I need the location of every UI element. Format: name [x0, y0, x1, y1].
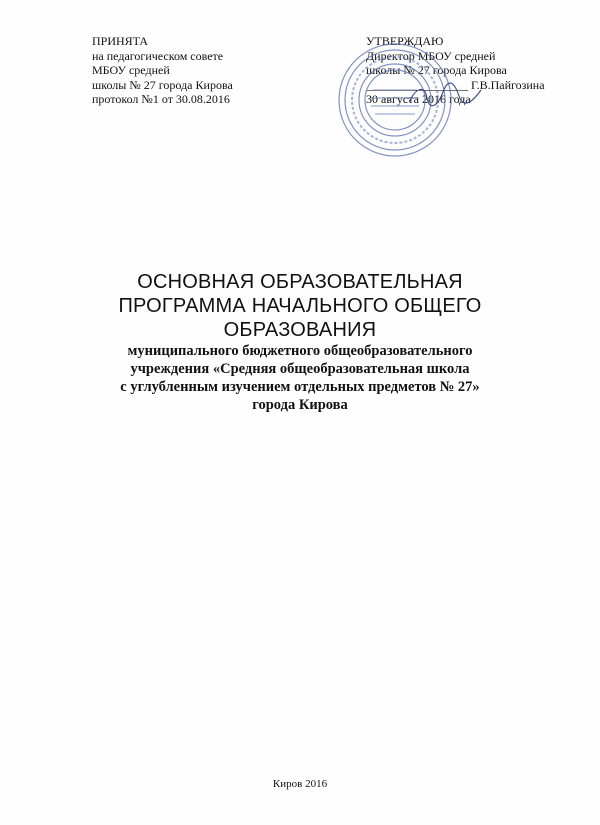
approved-line: МБОУ средней: [92, 63, 170, 77]
signature-line: _________________ Г.В.Пайгозина: [366, 77, 545, 92]
approved-protocol: протокол №1 от 30.08.2016: [92, 92, 230, 106]
title-sub-line: учреждения «Средняя общеобразовательная школа: [130, 361, 470, 377]
footer-place-year: Киров 2016: [272, 778, 328, 790]
approved-line: на педагогическом совете: [92, 48, 224, 63]
confirmed-date: 30 августа 2016 года: [366, 92, 471, 106]
title-sub-line: с углубленным изучением отдельных предметов № 27»: [120, 379, 480, 395]
director-signature: [405, 80, 485, 110]
title-main-line: ПРОГРАММА НАЧАЛЬНОГО ОБЩЕГО: [118, 295, 482, 317]
document-title: [0, 270, 600, 414]
confirmed-line: Директор МБОУ средней: [366, 48, 496, 63]
approved-block: [92, 34, 233, 107]
title-sub-line: муниципального бюджетного общеобразовательного: [127, 343, 473, 359]
title-main-line: ОБРАЗОВАНИЯ: [223, 319, 377, 341]
approved-heading: ПРИНЯТА: [92, 34, 149, 48]
approved-line: школы № 27 города Кирова: [92, 77, 233, 92]
title-main-line: ОСНОВНАЯ ОБРАЗОВАТЕЛЬНАЯ: [137, 271, 463, 293]
title-sub-line: города Кирова: [252, 397, 348, 413]
confirmed-heading: УТВЕРЖДАЮ: [366, 34, 444, 48]
confirmed-line: школы № 27 города Кирова: [366, 63, 507, 77]
